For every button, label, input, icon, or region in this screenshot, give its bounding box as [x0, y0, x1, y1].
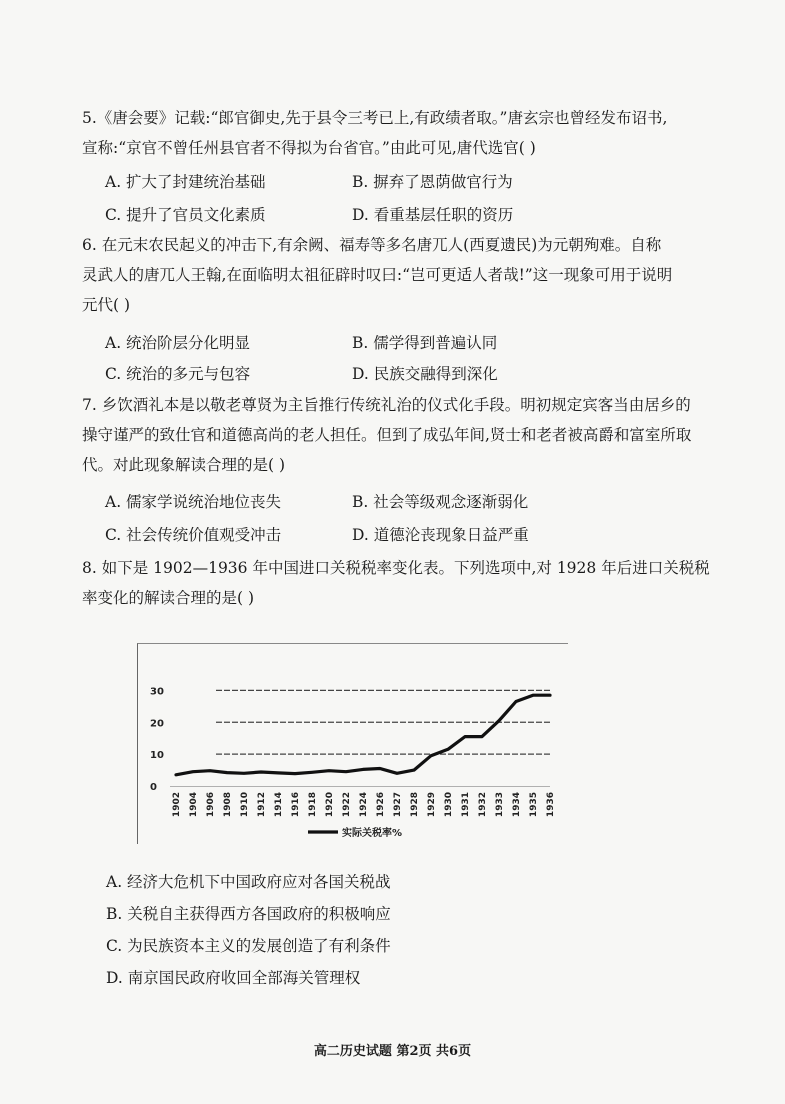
x-tick-label: 1932 [478, 792, 488, 818]
x-tick-label: 1926 [376, 792, 386, 818]
x-tick-label: 1930 [444, 792, 454, 818]
data-point [243, 772, 245, 774]
q5-option-c[interactable]: C. 提升了官员文化素质 [105, 206, 266, 224]
x-tick-label: 1918 [308, 792, 318, 818]
x-tick-label: 1912 [257, 792, 267, 818]
data-point [379, 767, 381, 769]
x-tick-label: 1935 [529, 792, 539, 818]
q6-line3: 元代( ) [82, 296, 131, 314]
q7-line2: 操守谨严的致仕官和道德高尚的老人担任。但到了成弘年间,贤士和老者被高爵和富室所取 [82, 426, 692, 444]
data-point [226, 771, 228, 773]
x-tick-label: 1927 [393, 792, 403, 818]
q8-option-c[interactable]: C. 为民族资本主义的发展创造了有利条件 [106, 937, 391, 955]
q6-option-c[interactable]: C. 统治的多元与包容 [105, 365, 251, 383]
tariff-line-chart [138, 644, 568, 844]
q5-option-a[interactable]: A. 扩大了封建统治基础 [105, 173, 266, 191]
x-tick-label: 1922 [342, 792, 352, 818]
data-point [549, 694, 551, 696]
data-point [515, 700, 517, 702]
q8-line2: 率变化的解读合理的是( ) [82, 589, 255, 607]
q8-line1: 8. 如下是 1902—1936 年中国进口关税税率变化表。下列选项中,对 1928 年后进口关税税 [82, 559, 710, 577]
q5-line2: 宣称:“京官不曾任州县官者不得拟为台省官。”由此可见,唐代选官( ) [82, 139, 536, 157]
data-point [311, 771, 313, 773]
x-tick-label: 1936 [546, 792, 556, 818]
q7-line3: 代。对此现象解读合理的是( ) [82, 456, 286, 474]
data-point [481, 735, 483, 737]
series-line [176, 695, 550, 775]
x-tick-label: 1933 [495, 792, 505, 818]
q5-option-d[interactable]: D. 看重基层任职的资历 [352, 206, 514, 224]
q5-option-b[interactable]: B. 摒弃了恩荫做官行为 [352, 173, 513, 191]
data-point [532, 694, 534, 696]
q7-line1: 7. 乡饮酒礼本是以敬老尊贤为主旨推行传统礼治的仪式化手段。明初规定宾客当由居乡的 [82, 396, 691, 414]
data-point [430, 755, 432, 757]
q7-option-b[interactable]: B. 社会等级观念逐渐弱化 [352, 493, 529, 511]
data-point [345, 770, 347, 772]
data-point [447, 748, 449, 750]
data-point [498, 719, 500, 721]
x-tick-label: 1920 [325, 792, 335, 818]
q7-option-d[interactable]: D. 道德沦丧现象日益严重 [352, 526, 529, 544]
data-point [277, 772, 279, 774]
x-tick-label: 1904 [189, 792, 199, 818]
q6-option-b[interactable]: B. 儒学得到普遍认同 [352, 334, 498, 352]
data-point [175, 774, 177, 776]
question-5 [82, 103, 722, 163]
x-tick-label: 1931 [461, 792, 471, 818]
x-tick-label: 1902 [172, 792, 182, 818]
legend-label: 实际关税率% [342, 828, 403, 839]
data-point [192, 770, 194, 772]
q7-option-a[interactable]: A. 儒家学说统治地位丧失 [105, 493, 282, 511]
x-tick-label: 1916 [291, 792, 301, 818]
x-tick-label: 1929 [427, 792, 437, 818]
q8-option-d[interactable]: D. 南京国民政府收回全部海关管理权 [106, 969, 361, 987]
y-tick-label: 30 [150, 686, 164, 698]
q7-option-c[interactable]: C. 社会传统价值观受冲击 [105, 526, 282, 544]
page-footer: 高二历史试题 第2页 共6页 [313, 1044, 472, 1059]
x-tick-label: 1910 [240, 792, 250, 818]
x-tick-label: 1906 [206, 792, 216, 818]
q6-line2: 灵武人的唐兀人王翰,在面临明太祖征辟时叹曰:“岂可更适人者哉!”这一现象可用于说明 [82, 266, 673, 284]
x-tick-label: 1908 [223, 792, 233, 818]
x-tick-label: 1914 [274, 792, 284, 818]
data-point [413, 769, 415, 771]
data-point [464, 735, 466, 737]
q6-option-a[interactable]: A. 统治阶层分化明显 [105, 334, 251, 352]
question-7 [82, 390, 722, 480]
q6-option-d[interactable]: D. 民族交融得到深化 [352, 365, 498, 383]
data-point [260, 771, 262, 773]
tariff-chart [137, 643, 568, 844]
q8-option-a[interactable]: A. 经济大危机下中国政府应对各国关税战 [106, 873, 391, 891]
q6-line1: 6. 在元末农民起义的冲击下,有余阙、福寿等多名唐兀人(西夏遗民)为元朝殉难。自称 [82, 236, 662, 254]
data-point [328, 770, 330, 772]
question-8 [82, 553, 722, 613]
q5-line1: 5.《唐会要》记载:“郎官御史,先于县令三考已上,有政绩者取。”唐玄宗也曾经发布诏书, [82, 109, 668, 127]
data-point [209, 770, 211, 772]
data-point [362, 768, 364, 770]
y-tick-label: 20 [150, 718, 164, 730]
question-6 [82, 230, 722, 320]
q8-option-b[interactable]: B. 关税自主获得西方各国政府的积极响应 [106, 905, 391, 923]
y-tick-label: 0 [150, 782, 157, 793]
x-tick-label: 1928 [410, 792, 420, 818]
y-tick-label: 10 [150, 750, 164, 762]
data-point [396, 772, 398, 774]
data-point [294, 772, 296, 774]
x-tick-label: 1934 [512, 792, 522, 818]
x-tick-label: 1924 [359, 792, 369, 818]
